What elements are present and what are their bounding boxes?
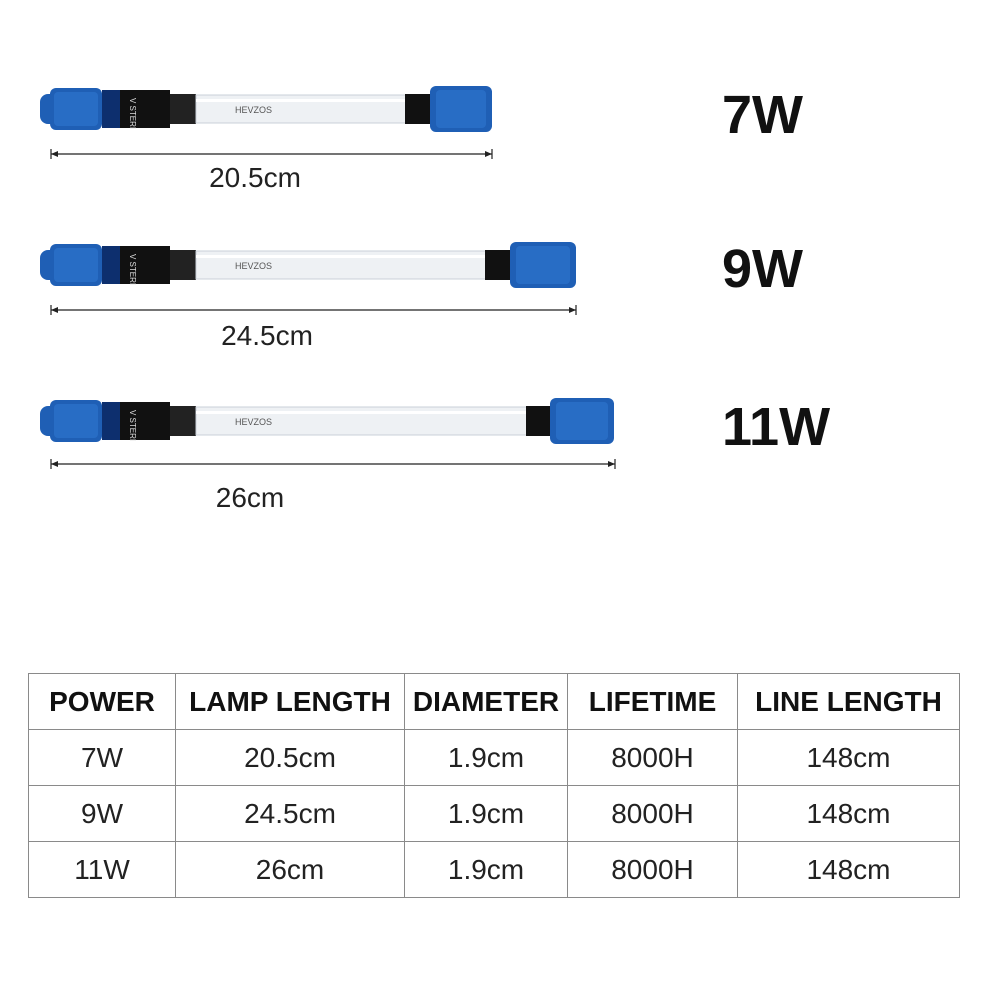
lamp-row-9w xyxy=(0,236,1000,376)
cell-lamp-length: 26cm xyxy=(176,842,405,898)
lamp-brand-1: HEVZOS xyxy=(235,105,273,115)
uv-lamp-9w-image xyxy=(30,236,590,301)
cell-power: 9W xyxy=(29,786,176,842)
lamp-print-text-1: V STERI xyxy=(128,98,137,130)
table-header-row xyxy=(29,674,960,730)
power-label-7w: 7W xyxy=(722,85,803,145)
cell-power: 11W xyxy=(29,842,176,898)
cell-diameter: 1.9cm xyxy=(405,786,568,842)
length-label-9w: 24.5cm xyxy=(221,320,313,351)
table-row xyxy=(29,786,960,842)
cell-power: 7W xyxy=(29,730,176,786)
cell-line-length: 148cm xyxy=(738,842,960,898)
cell-line-length: 148cm xyxy=(738,730,960,786)
cell-line-length: 148cm xyxy=(738,786,960,842)
header-power: POWER xyxy=(29,674,176,730)
cell-lamp-length: 20.5cm xyxy=(176,730,405,786)
cell-diameter: 1.9cm xyxy=(405,730,568,786)
dimension-line-11w xyxy=(48,456,623,472)
lamp-brand-3: HEVZOS xyxy=(235,417,273,427)
cell-lifetime: 8000H xyxy=(568,786,738,842)
lamp-brand-2: HEVZOS xyxy=(235,261,273,271)
uv-lamp-7w-image xyxy=(30,80,500,145)
spec-table xyxy=(28,673,960,898)
cell-diameter: 1.9cm xyxy=(405,842,568,898)
header-lifetime: LIFETIME xyxy=(568,674,738,730)
lamp-print-text-2: V STERI xyxy=(128,254,137,286)
dimension-line-9w xyxy=(48,302,583,318)
power-label-9w: 9W xyxy=(722,239,803,299)
header-diameter: DIAMETER xyxy=(405,674,568,730)
uv-lamp-11w-image xyxy=(30,392,630,457)
cell-lifetime: 8000H xyxy=(568,730,738,786)
dimension-line-7w xyxy=(48,146,498,162)
lamp-print-text-3: V STERI xyxy=(128,410,137,442)
lamp-row-11w xyxy=(0,392,1000,532)
lamp-row-7w xyxy=(0,80,1000,220)
power-label-11w: 11W xyxy=(722,397,831,457)
header-line-length: LINE LENGTH xyxy=(738,674,960,730)
cell-lamp-length: 24.5cm xyxy=(176,786,405,842)
header-lamp-length: LAMP LENGTH xyxy=(176,674,405,730)
table-row xyxy=(29,842,960,898)
table-row xyxy=(29,730,960,786)
length-label-7w: 20.5cm xyxy=(209,162,301,193)
cell-lifetime: 8000H xyxy=(568,842,738,898)
length-label-11w: 26cm xyxy=(215,482,285,513)
